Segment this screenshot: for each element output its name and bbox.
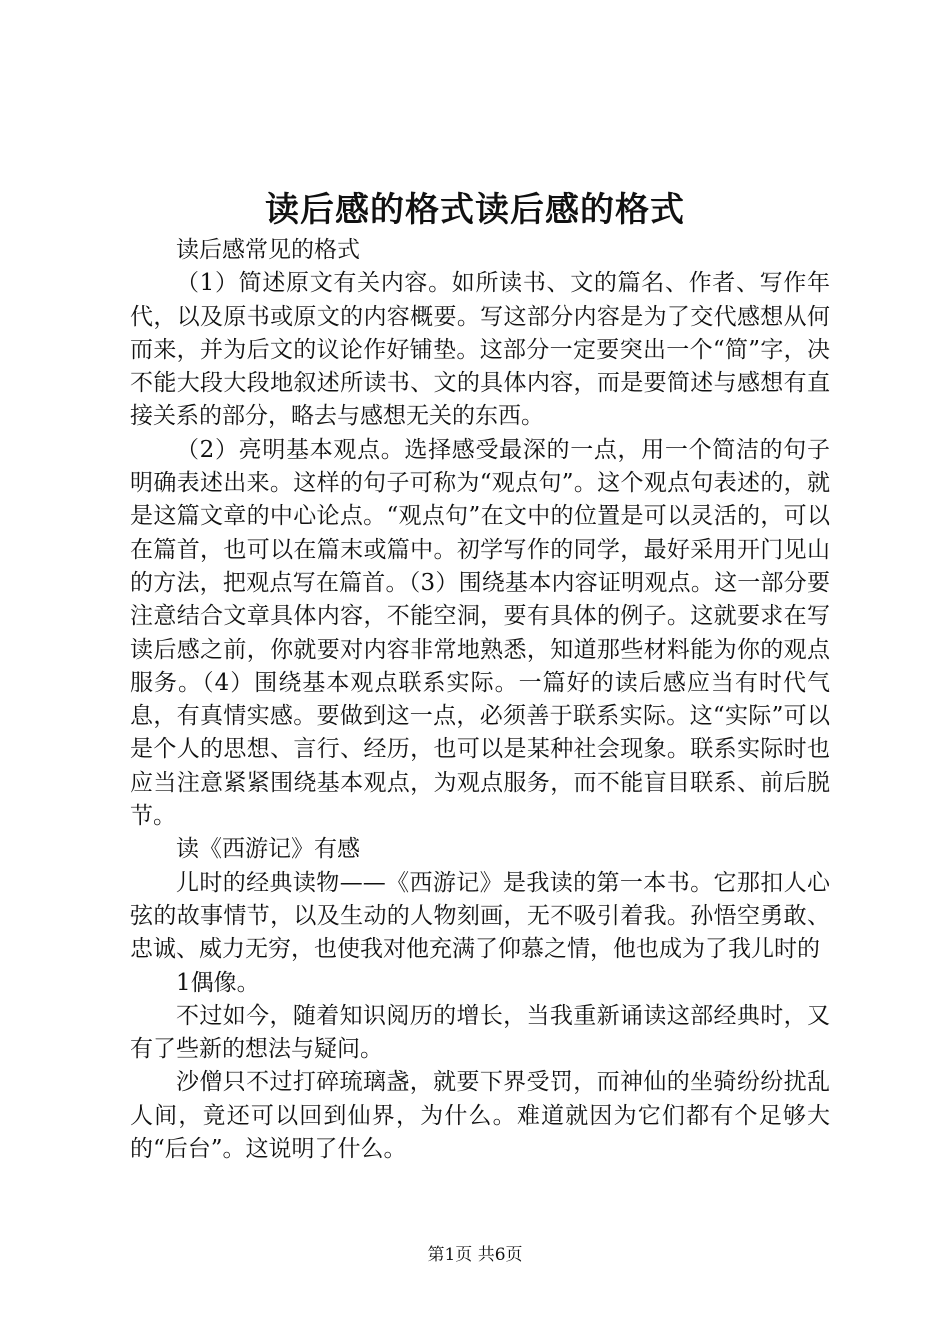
section-heading-essay: 读《西游记》有感 <box>176 836 360 863</box>
page-footer: 第1页 共6页 <box>427 1245 523 1265</box>
document-body <box>130 234 830 1166</box>
paragraph-step-2-4: （2）亮明基本观点。选择感受最深的一点，用一个简洁的句子明确表述出来。这样的句子可称为“观点句”。这个观点句表述的，就是这篇文章的中心论点。“观点句”在文中的位置是可以灵活的，可以在篇首，也可以在篇末或篇中。初学写作的同学，最好采用开门见山的方法，把观点写在篇首。（3）围绕基本内容证明观点。这一部分要注意结合文章具体内容，不能空洞，要有具体的例子。这就要求在写读后感之前，你就要对内容非常地熟悉，知道那些材料能为你的观点服务。（4）围绕基本观点联系实际。一篇好的读后感应当有时代气息，有真情实感。要做到这一点，必须善于联系实际。这“实际”可以是个人的思想、言行、经历，也可以是某种社会现象。联系实际时也应当注意紧紧围绕基本观点，为观点服务，而不能盲目联系、前后脱节。 <box>130 436 830 830</box>
paragraph-essay-reread: 不过如今，随着知识阅历的增长，当我重新诵读这部经典时，又有了些新的想法与疑问。 <box>130 1002 830 1063</box>
section-heading-format: 读后感常见的格式 <box>176 237 360 263</box>
page-title: 读后感的格式读后感的格式 <box>265 190 685 230</box>
paragraph-step-1: （1）简述原文有关内容。如所读书、文的篇名、作者、写作年代，以及原书或原文的内容概要。写这部分内容是为了交代感想从何而来，并为后文的议论作好铺垫。这部分一定要突出一个“简”字，决不能大段大段地叙述所读书、文的具体内容，而是要简述与感想有直接关系的部分，略去与感想无关的东西。 <box>130 270 830 430</box>
paragraph-essay-idol: 1偶像。 <box>176 969 260 996</box>
paragraph-essay-question: 沙僧只不过打碎琉璃盏，就要下界受罚，而神仙的坐骑纷纷扰乱人间，竟还可以回到仙界，为什么。难道就因为它们都有个足够大的“后台”。这说明了什么。 <box>130 1069 830 1163</box>
paragraph-essay-intro: 儿时的经典读物——《西游记》是我读的第一本书。它那扣人心弦的故事情节，以及生动的人物刻画，无不吸引着我。孙悟空勇敢、忠诚、威力无穷，也使我对他充满了仰慕之情，他也成为了我儿时的 <box>130 869 830 963</box>
